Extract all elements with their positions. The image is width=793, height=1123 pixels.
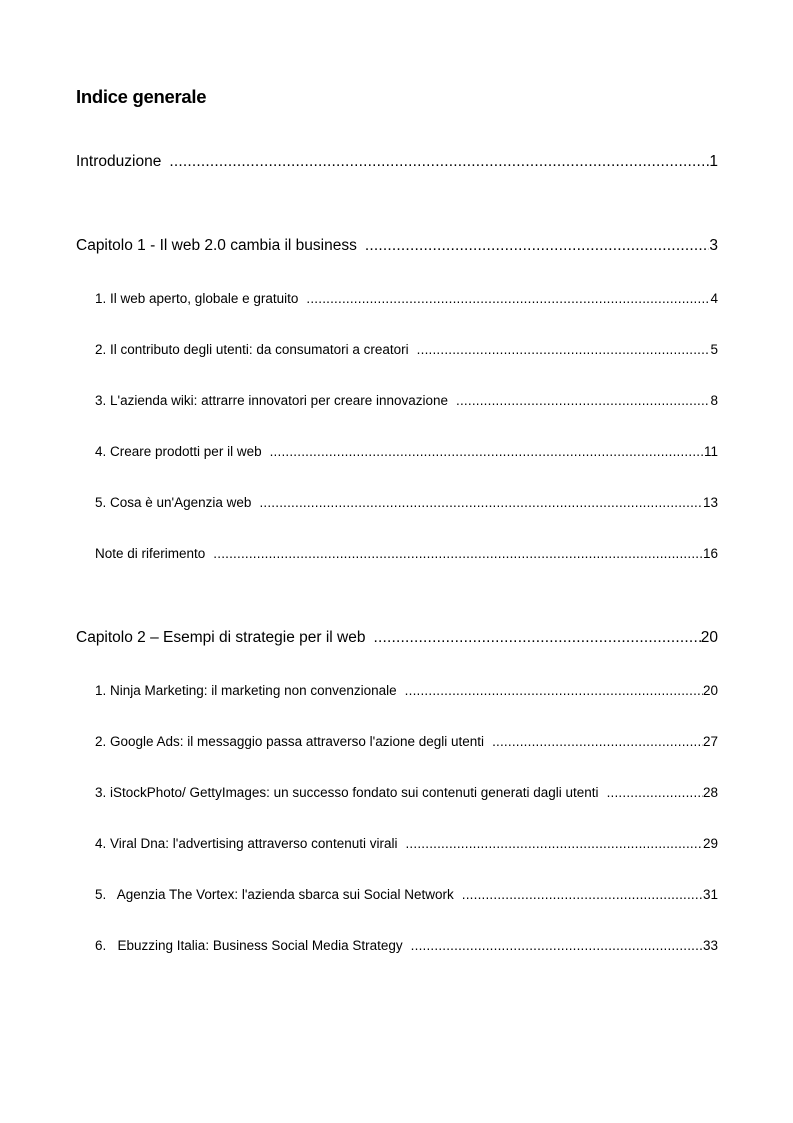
toc-entry-label: 3. iStockPhoto/ GettyImages: un successo fondato sui contenuti generati dagli utenti — [95, 785, 599, 800]
toc-page-number: 1 — [709, 153, 718, 170]
toc-page-number: 20 — [700, 629, 718, 646]
toc-dot-leader — [213, 546, 703, 561]
toc-page-number: 27 — [702, 734, 718, 749]
toc-entry-label: 6. Ebuzzing Italia: Business Social Media Strategy — [95, 938, 403, 953]
toc-entry-label: 2. Google Ads: il messaggio passa attraverso l'azione degli utenti — [95, 734, 485, 749]
toc-dot-leader — [373, 629, 700, 647]
toc-dot-leader — [411, 938, 703, 953]
toc-entry-label: Note di riferimento — [95, 546, 206, 561]
toc-page-number: 4 — [710, 291, 718, 306]
toc-entry-1-1[interactable] — [95, 291, 718, 306]
toc-dot-leader — [169, 153, 709, 171]
toc-dot-leader — [306, 291, 710, 306]
toc-entry-introduzione[interactable] — [76, 153, 718, 171]
toc-entry-2-4[interactable] — [95, 836, 718, 851]
toc-entry-2-2[interactable] — [95, 734, 718, 749]
toc-entry-2-3[interactable] — [95, 785, 718, 800]
toc-page-number: 33 — [702, 938, 718, 953]
toc-dot-leader — [259, 495, 703, 510]
toc-entry-2-5[interactable] — [95, 887, 718, 902]
toc-entry-note-riferimento-1[interactable] — [95, 546, 718, 561]
toc-dot-leader — [405, 836, 702, 851]
toc-entry-1-4[interactable] — [95, 444, 718, 459]
toc-dot-leader — [456, 393, 710, 408]
toc-entry-chapter-2[interactable] — [76, 629, 718, 647]
toc-entry-label: Capitolo 2 – Esempi di strategie per il web — [76, 629, 366, 646]
toc-entry-label: 2. Il contributo degli utenti: da consumatori a creatori — [95, 342, 409, 357]
toc-dot-leader — [607, 785, 703, 800]
toc-entry-label: 4. Viral Dna: l'advertising attraverso contenuti virali — [95, 836, 398, 851]
toc-page-number: 13 — [702, 495, 718, 510]
toc-entry-chapter-1[interactable] — [76, 237, 718, 255]
toc-entry-1-3[interactable] — [95, 393, 718, 408]
toc-entry-1-2[interactable] — [95, 342, 718, 357]
toc-entry-label: Introduzione — [76, 153, 162, 170]
toc-entry-1-5[interactable] — [95, 495, 718, 510]
toc-entry-2-1[interactable] — [95, 683, 718, 698]
toc-entry-label: 3. L'azienda wiki: attrarre innovatori per creare innovazione — [95, 393, 449, 408]
toc-entry-label: 1. Ninja Marketing: il marketing non convenzionale — [95, 683, 397, 698]
toc-entry-label: Capitolo 1 - Il web 2.0 cambia il business — [76, 237, 357, 254]
toc-dot-leader — [365, 237, 710, 255]
toc-dot-leader — [417, 342, 711, 357]
toc-dot-leader — [462, 887, 703, 902]
toc-page-number: 16 — [702, 546, 718, 561]
toc-dot-leader — [270, 444, 704, 459]
toc-page-number: 28 — [702, 785, 718, 800]
toc-entry-label: 5. Cosa è un'Agenzia web — [95, 495, 252, 510]
toc-page-number: 31 — [702, 887, 718, 902]
toc-page-number: 8 — [710, 393, 718, 408]
toc-title: Indice generale — [76, 86, 207, 107]
toc-page-number: 11 — [703, 444, 718, 459]
toc-entry-2-6[interactable] — [95, 938, 718, 953]
toc-entry-label: 1. Il web aperto, globale e gratuito — [95, 291, 299, 306]
toc-dot-leader — [492, 734, 703, 749]
toc-page-number: 3 — [709, 237, 718, 254]
toc-entry-label: 4. Creare prodotti per il web — [95, 444, 262, 459]
toc-dot-leader — [405, 683, 703, 698]
toc-entry-label: 5. Agenzia The Vortex: l'azienda sbarca sui Social Network — [95, 887, 454, 902]
toc-page-number: 29 — [702, 836, 718, 851]
toc-page-number: 5 — [710, 342, 718, 357]
toc-page-number: 20 — [702, 683, 718, 698]
